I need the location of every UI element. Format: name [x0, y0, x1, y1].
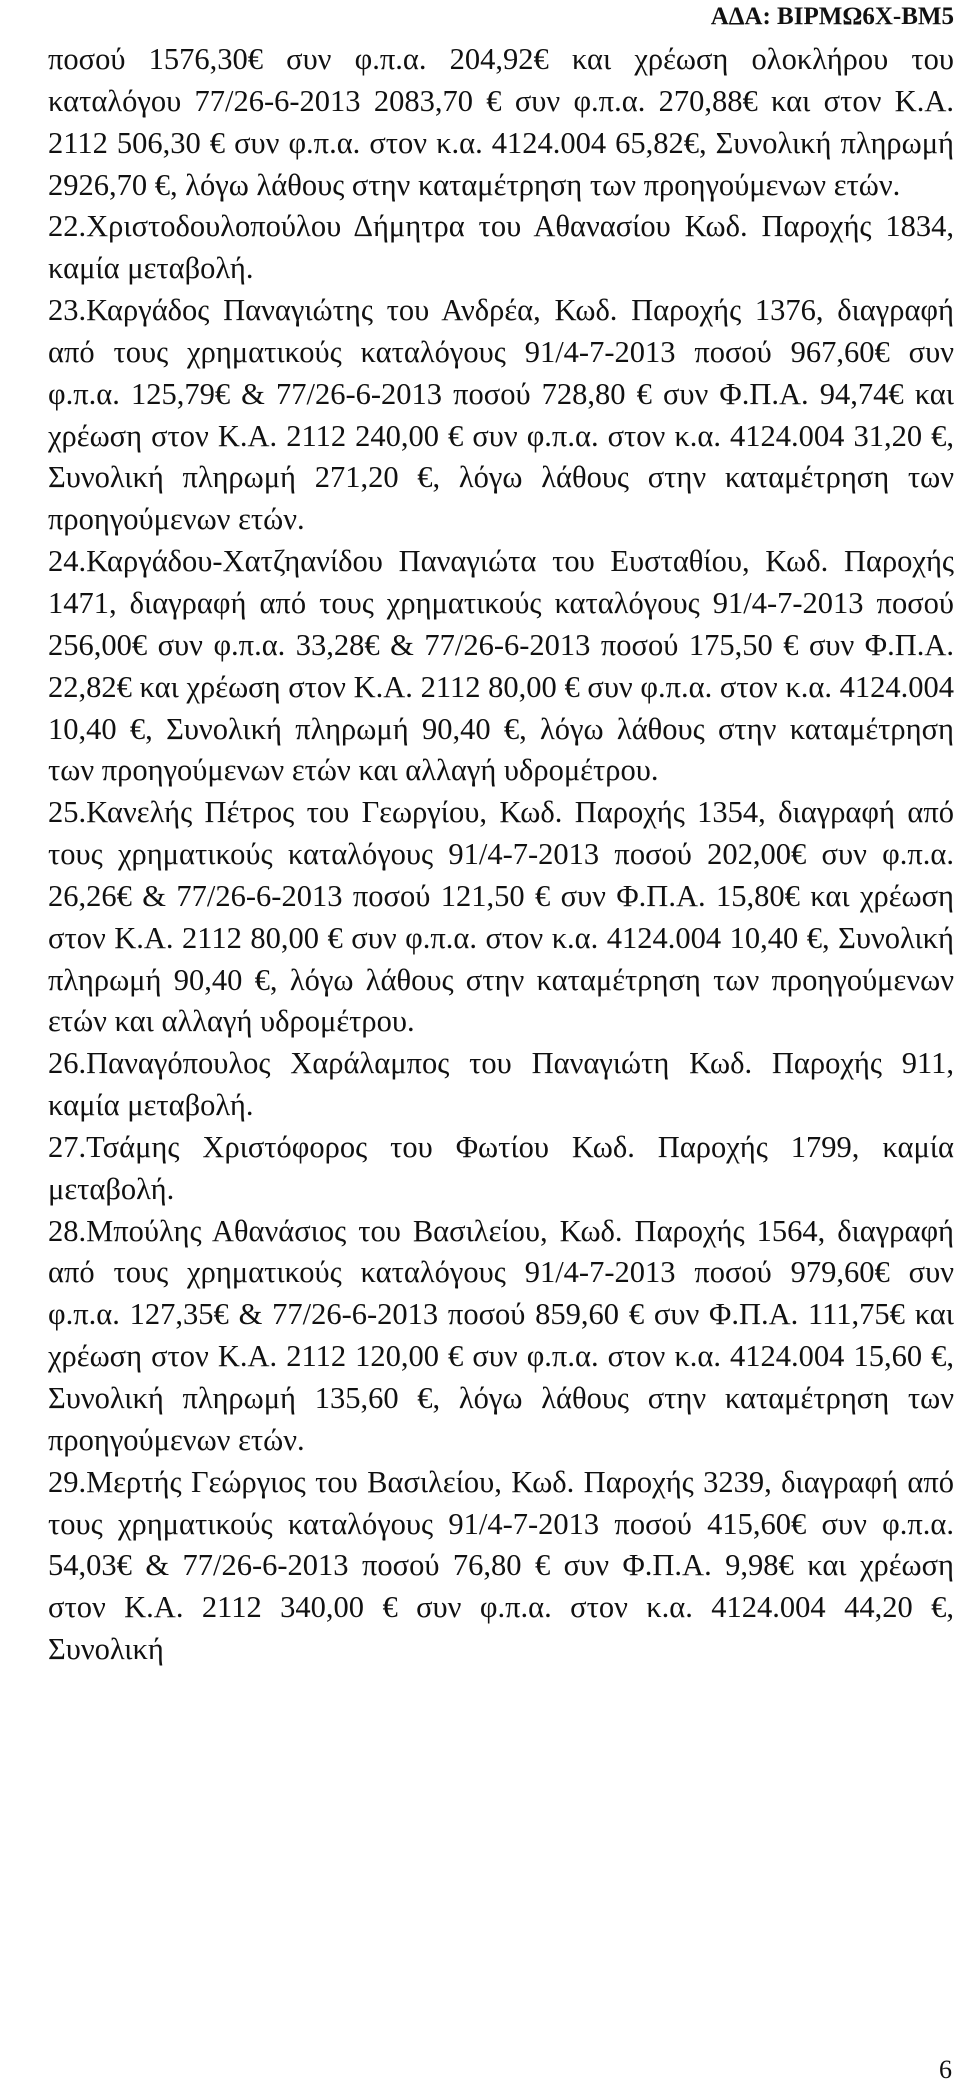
- item-number: 23.: [48, 293, 87, 328]
- item-text: Χριστοδουλοπούλου Δήμητρα του Αθανασίου Κωδ. Παροχής 1834, καμία μεταβολή.: [48, 209, 954, 286]
- item-text: Μερτής Γεώργιος του Βασιλείου, Κωδ. Παροχής 3239, διαγραφή από τους χρηματικούς καταλόγους 91/4-7-2013 ποσού 415,60€ συν φ.π.α. 54,03€ & 77/26-6-2013 ποσού 76,80 € συν Φ.Π.Α. 9,98€ και χρέωση στον Κ.Α. 2112 340,00 € συν φ.π.α. στον κ.α. 4124.004 44,20 €, Συνολική: [48, 1464, 954, 1667]
- item-number: 24.: [48, 544, 87, 579]
- item-number: 27.: [48, 1129, 87, 1164]
- item-text: Καργάδος Παναγιώτης του Ανδρέα, Κωδ. Παροχής 1376, διαγραφή από τους χρηματικούς καταλόγους 91/4-7-2013 ποσού 967,60€ συν φ.π.α. 125,79€ & 77/26-6-2013 ποσού 728,80 € συν Φ.Π.Α. 94,74€ και χρέωση στον Κ.Α. 2112 240,00 € συν φ.π.α. στον κ.α. 4124.004 31,20 €, Συνολική πληρωμή 271,20 €, λόγω λάθους στην καταμέτρηση των προηγούμενων ετών.: [48, 293, 954, 537]
- item-number: 26.: [48, 1046, 87, 1081]
- item-number: 22.: [48, 209, 87, 244]
- item-text: Παναγόπουλος Χαράλαμπος του Παναγιώτη Κωδ. Παροχής 911, καμία μεταβολή.: [48, 1046, 954, 1123]
- item-number: 28.: [48, 1213, 87, 1248]
- list-item-28: [48, 1211, 954, 1462]
- list-item-23: [48, 290, 954, 541]
- item-text: Καργάδου-Χατζηανίδου Παναγιώτα του Ευσταθίου, Κωδ. Παροχής 1471, διαγραφή από τους χρηματικούς καταλόγους 91/4-7-2013 ποσού 256,00€ συν φ.π.α. 33,28€ & 77/26-6-2013 ποσού 175,50 € συν Φ.Π.Α. 22,82€ και χρέωση στον Κ.Α. 2112 80,00 € συν φ.π.α. στον κ.α. 4124.004 10,40 €, Συνολική πληρωμή 90,40 €, λόγω λάθους στην καταμέτρηση των προηγούμενων ετών και αλλαγή υδρομέτρου.: [48, 544, 954, 788]
- ada-code: ΑΔΑ: ΒΙΡΜΩ6Χ-ΒΜ5: [710, 3, 954, 30]
- list-item-29: [48, 1462, 954, 1671]
- list-item-22: [48, 206, 954, 290]
- item-text: Κανελής Πέτρος του Γεωργίου, Κωδ. Παροχής 1354, διαγραφή από τους χρηματικούς καταλόγους 91/4-7-2013 ποσού 202,00€ συν φ.π.α. 26,26€ & 77/26-6-2013 ποσού 121,50 € συν Φ.Π.Α. 15,80€ και χρέωση στον Κ.Α. 2112 80,00 € συν φ.π.α. στον κ.α. 4124.004 10,40 €, Συνολική πληρωμή 90,40 €, λόγω λάθους στην καταμέτρηση των προηγούμενων ετών και αλλαγή υδρομέτρου.: [48, 795, 954, 1039]
- list-item-27: [48, 1127, 954, 1211]
- list-item-25: [48, 792, 954, 1043]
- item-number: 29.: [48, 1464, 87, 1499]
- item-text: Τσάμης Χριστόφορος του Φωτίου Κωδ. Παροχής 1799, καμία μεταβολή.: [48, 1129, 954, 1206]
- list-item-26: [48, 1043, 954, 1127]
- list-item-24: [48, 541, 954, 792]
- continuation-paragraph: ποσού 1576,30€ συν φ.π.α. 204,92€ και χρέωση ολοκλήρου του καταλόγου 77/26-6-2013 2083,70 € συν φ.π.α. 270,88€ και στον Κ.Α. 2112 506,30 € συν φ.π.α. στον κ.α. 4124.004 65,82€, Συνολική πληρωμή 2926,70 €, λόγω λάθους στην καταμέτρηση των προηγούμενων ετών.: [48, 42, 954, 202]
- item-number: 25.: [48, 795, 87, 830]
- item-text: Μπούλης Αθανάσιος του Βασιλείου, Κωδ. Παροχής 1564, διαγραφή από τους χρηματικούς καταλόγους 91/4-7-2013 ποσού 979,60€ συν φ.π.α. 127,35€ & 77/26-6-2013 ποσού 859,60 € συν Φ.Π.Α. 111,75€ και χρέωση στον Κ.Α. 2112 120,00 € συν φ.π.α. στον κ.α. 4124.004 15,60 €, Συνολική πληρωμή 135,60 €, λόγω λάθους στην καταμέτρηση των προηγούμενων ετών.: [48, 1213, 954, 1457]
- document-body: [48, 39, 954, 1671]
- page-number: 6: [939, 2055, 952, 2084]
